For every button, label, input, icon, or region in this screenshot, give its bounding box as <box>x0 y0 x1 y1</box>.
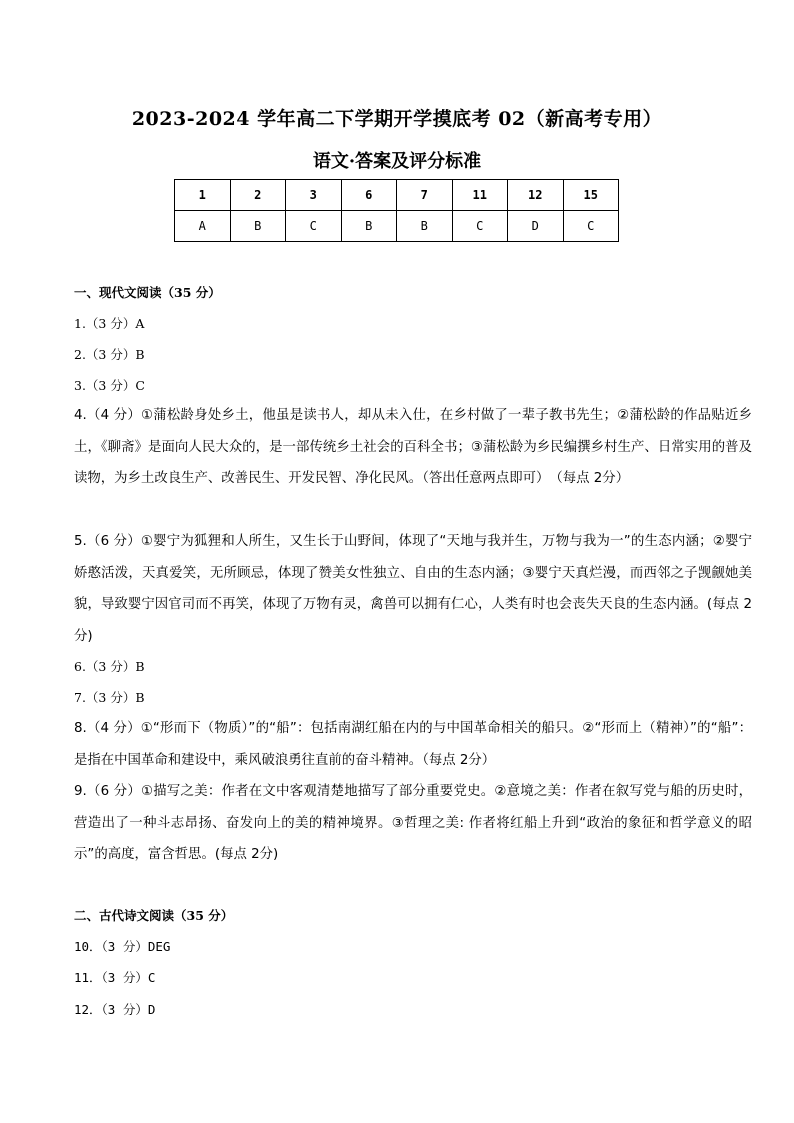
answer-cell: B <box>230 211 286 242</box>
question-number-cell: 6 <box>341 180 397 211</box>
answer-q3: 3.（3 分）C <box>74 378 145 393</box>
answer-q12: 12．（3 分）D <box>74 1002 156 1017</box>
question-number-cell: 1 <box>175 180 231 211</box>
answer-table <box>174 179 619 242</box>
answer-q2: 2.（3 分）B <box>74 347 145 362</box>
answer-cell: D <box>508 211 564 242</box>
question-number-cell: 7 <box>397 180 453 211</box>
answer-cell: B <box>341 211 397 242</box>
page-title: 2023-2024 学年高二下学期开学摸底考 02（新高考专用） <box>131 108 663 130</box>
section-heading-modern-reading: 一、现代文阅读（35 分） <box>74 285 221 300</box>
answer-q11: 11．（3 分）C <box>74 970 156 985</box>
answer-table-header-row <box>175 180 619 211</box>
answer-q4: 4.（4 分）①蒲松龄身处乡土，他虽是读书人，却从未入仕，在乡村做了一辈子教书先生；②蒲松龄的作品贴近乡土，《聊斋》是面向人民大众的，是一部传统乡土社会的百科全书；③蒲松龄为乡民编撰乡村生产、日常实用的普及读物，为乡土改良生产、改善民生、开发民智、净化民风。（答出任意两点即可） （每点 2分） <box>74 408 752 486</box>
page-subtitle: 语文·答案及评分标准 <box>312 151 482 172</box>
answer-q5: 5.（6 分）①婴宁为狐狸和人所生，又生长于山野间，体现了“天地与我并生，万物与我为一”的生态内涵；②婴宁娇憨活泼，天真爱笑，无所顾忌，体现了赞美女性独立、自由的生态内涵；③婴宁天真烂漫，而西邻之子觊觎她美貌，导致婴宁因官司而不再笑，体现了万物有灵，禽兽可以拥有仁心，人类有时也会丧失天良的生态内涵。(每点 2分) <box>74 534 752 644</box>
answer-q10: 10．（3 分）DEG <box>74 939 171 954</box>
question-number-cell: 15 <box>563 180 619 211</box>
question-number-cell: 2 <box>230 180 286 211</box>
answer-cell: C <box>286 211 342 242</box>
answer-cell: C <box>452 211 508 242</box>
answer-q9: 9.（6 分）①描写之美：作者在文中客观清楚地描写了部分重要党史。②意境之美：作者在叙写党与船的历史时，营造出了一种斗志昂扬、奋发向上的美的精神境界。③哲理之美: 作者将红船上升到“政治的象征和哲学意义的昭示”的高度，富含哲思。(每点 2分) <box>74 784 752 862</box>
question-number-cell: 12 <box>508 180 564 211</box>
answer-table-answer-row <box>175 211 619 242</box>
question-number-cell: 11 <box>452 180 508 211</box>
section-heading-classical-reading: 二、古代诗文阅读（35 分） <box>74 908 234 923</box>
answer-cell: B <box>397 211 453 242</box>
answer-q1: 1.（3 分）A <box>74 316 145 331</box>
answer-q8: 8.（4 分）①“形而下（物质）”的“船”：包括南湖红船在内的与中国革命相关的船只。②“形而上（精神）”的“船”：是指在中国革命和建设中，乘风破浪勇往直前的奋斗精神。（每点 2分） <box>74 721 752 768</box>
answer-q7: 7.（3 分）B <box>74 690 145 705</box>
answer-cell: C <box>563 211 619 242</box>
question-number-cell: 3 <box>286 180 342 211</box>
answer-cell: A <box>175 211 231 242</box>
answer-q6: 6.（3 分）B <box>74 659 145 674</box>
